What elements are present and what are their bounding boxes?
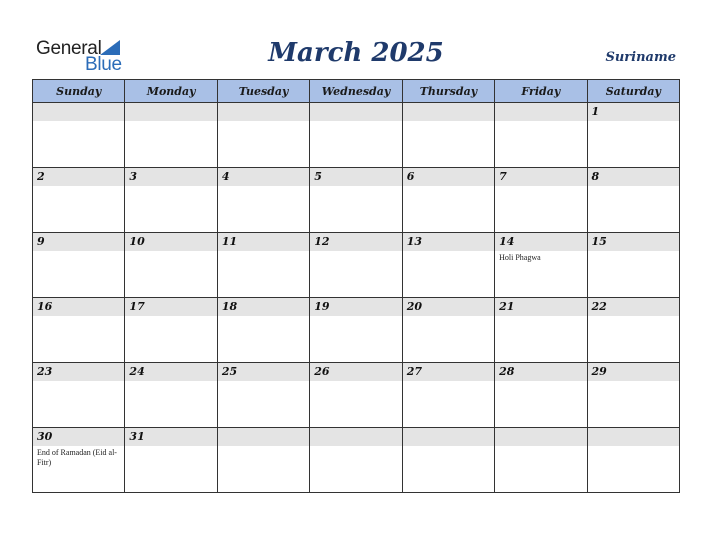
empty-day-cell — [217, 103, 309, 168]
day-number: 17 — [125, 298, 216, 316]
empty-day-cell — [310, 428, 402, 493]
day-cell-24 — [125, 363, 217, 428]
day-cell-10 — [125, 233, 217, 298]
day-number: 7 — [495, 168, 586, 186]
day-cell-14 — [495, 233, 587, 298]
day-number: 3 — [125, 168, 216, 186]
week-row — [33, 103, 680, 168]
day-cell-22 — [587, 298, 679, 363]
day-cell-19 — [310, 298, 402, 363]
calendar-title: March 2025 — [268, 38, 444, 68]
empty-day-cell — [495, 428, 587, 493]
day-cell-16 — [33, 298, 125, 363]
weekday-header-row — [33, 80, 680, 103]
day-number: 11 — [218, 233, 309, 251]
week-row — [33, 233, 680, 298]
empty-day-cell — [402, 103, 494, 168]
day-number — [310, 428, 401, 446]
day-number — [403, 103, 494, 121]
holiday-label: End of Ramadan (Eid al-Fitr) — [37, 448, 117, 467]
day-cell-28 — [495, 363, 587, 428]
day-number: 23 — [33, 363, 124, 381]
calendar-weeks — [33, 103, 680, 493]
country-label: Suriname — [605, 50, 676, 65]
day-number: 5 — [310, 168, 401, 186]
weekday-sunday: Sunday — [33, 80, 125, 103]
weekday-thursday: Thursday — [402, 80, 494, 103]
weekday-saturday: Saturday — [587, 80, 679, 103]
empty-day-cell — [125, 103, 217, 168]
day-number — [218, 103, 309, 121]
day-number: 25 — [218, 363, 309, 381]
day-number: 8 — [588, 168, 679, 186]
empty-day-cell — [402, 428, 494, 493]
calendar-grid — [32, 79, 680, 493]
day-number — [588, 428, 679, 446]
day-number — [125, 103, 216, 121]
day-cell-4 — [217, 168, 309, 233]
day-cell-13 — [402, 233, 494, 298]
day-number: 18 — [218, 298, 309, 316]
week-row — [33, 168, 680, 233]
day-number — [495, 103, 586, 121]
week-row — [33, 298, 680, 363]
day-number: 26 — [310, 363, 401, 381]
day-number: 4 — [218, 168, 309, 186]
day-number: 29 — [588, 363, 679, 381]
day-cell-26 — [310, 363, 402, 428]
day-number: 20 — [403, 298, 494, 316]
day-cell-20 — [402, 298, 494, 363]
day-cell-9 — [33, 233, 125, 298]
day-number: 21 — [495, 298, 586, 316]
weekday-monday: Monday — [125, 80, 217, 103]
day-cell-31 — [125, 428, 217, 493]
day-cell-12 — [310, 233, 402, 298]
day-cell-23 — [33, 363, 125, 428]
day-number: 9 — [33, 233, 124, 251]
day-cell-6 — [402, 168, 494, 233]
day-number: 30 — [33, 428, 124, 446]
day-cell-15 — [587, 233, 679, 298]
day-number — [310, 103, 401, 121]
week-row — [33, 363, 680, 428]
day-number: 28 — [495, 363, 586, 381]
weekday-tuesday: Tuesday — [217, 80, 309, 103]
empty-day-cell — [217, 428, 309, 493]
day-number: 12 — [310, 233, 401, 251]
weekday-wednesday: Wednesday — [310, 80, 402, 103]
day-cell-7 — [495, 168, 587, 233]
day-cell-2 — [33, 168, 125, 233]
empty-day-cell — [33, 103, 125, 168]
day-cell-29 — [587, 363, 679, 428]
day-cell-3 — [125, 168, 217, 233]
day-number: 1 — [588, 103, 679, 121]
day-cell-1 — [587, 103, 679, 168]
weekday-friday: Friday — [495, 80, 587, 103]
day-number: 2 — [33, 168, 124, 186]
day-number: 15 — [588, 233, 679, 251]
logo-text-general: General — [36, 38, 102, 59]
day-cell-27 — [402, 363, 494, 428]
day-number — [495, 428, 586, 446]
day-number — [403, 428, 494, 446]
empty-day-cell — [310, 103, 402, 168]
day-number — [33, 103, 124, 121]
day-number: 14 — [495, 233, 586, 251]
day-number: 27 — [403, 363, 494, 381]
day-number: 22 — [588, 298, 679, 316]
day-cell-21 — [495, 298, 587, 363]
day-cell-8 — [587, 168, 679, 233]
day-cell-11 — [217, 233, 309, 298]
day-number: 31 — [125, 428, 216, 446]
day-number: 16 — [33, 298, 124, 316]
day-number: 19 — [310, 298, 401, 316]
day-cell-5 — [310, 168, 402, 233]
day-cell-25 — [217, 363, 309, 428]
logo-text-blue: Blue — [85, 54, 122, 75]
empty-day-cell — [587, 428, 679, 493]
week-row — [33, 428, 680, 493]
day-cell-18 — [217, 298, 309, 363]
day-cell-17 — [125, 298, 217, 363]
empty-day-cell — [495, 103, 587, 168]
day-number — [218, 428, 309, 446]
day-cell-30 — [33, 428, 125, 493]
day-number: 6 — [403, 168, 494, 186]
day-number: 10 — [125, 233, 216, 251]
day-number: 13 — [403, 233, 494, 251]
holiday-label: Holi Phagwa — [499, 253, 541, 262]
day-number: 24 — [125, 363, 216, 381]
